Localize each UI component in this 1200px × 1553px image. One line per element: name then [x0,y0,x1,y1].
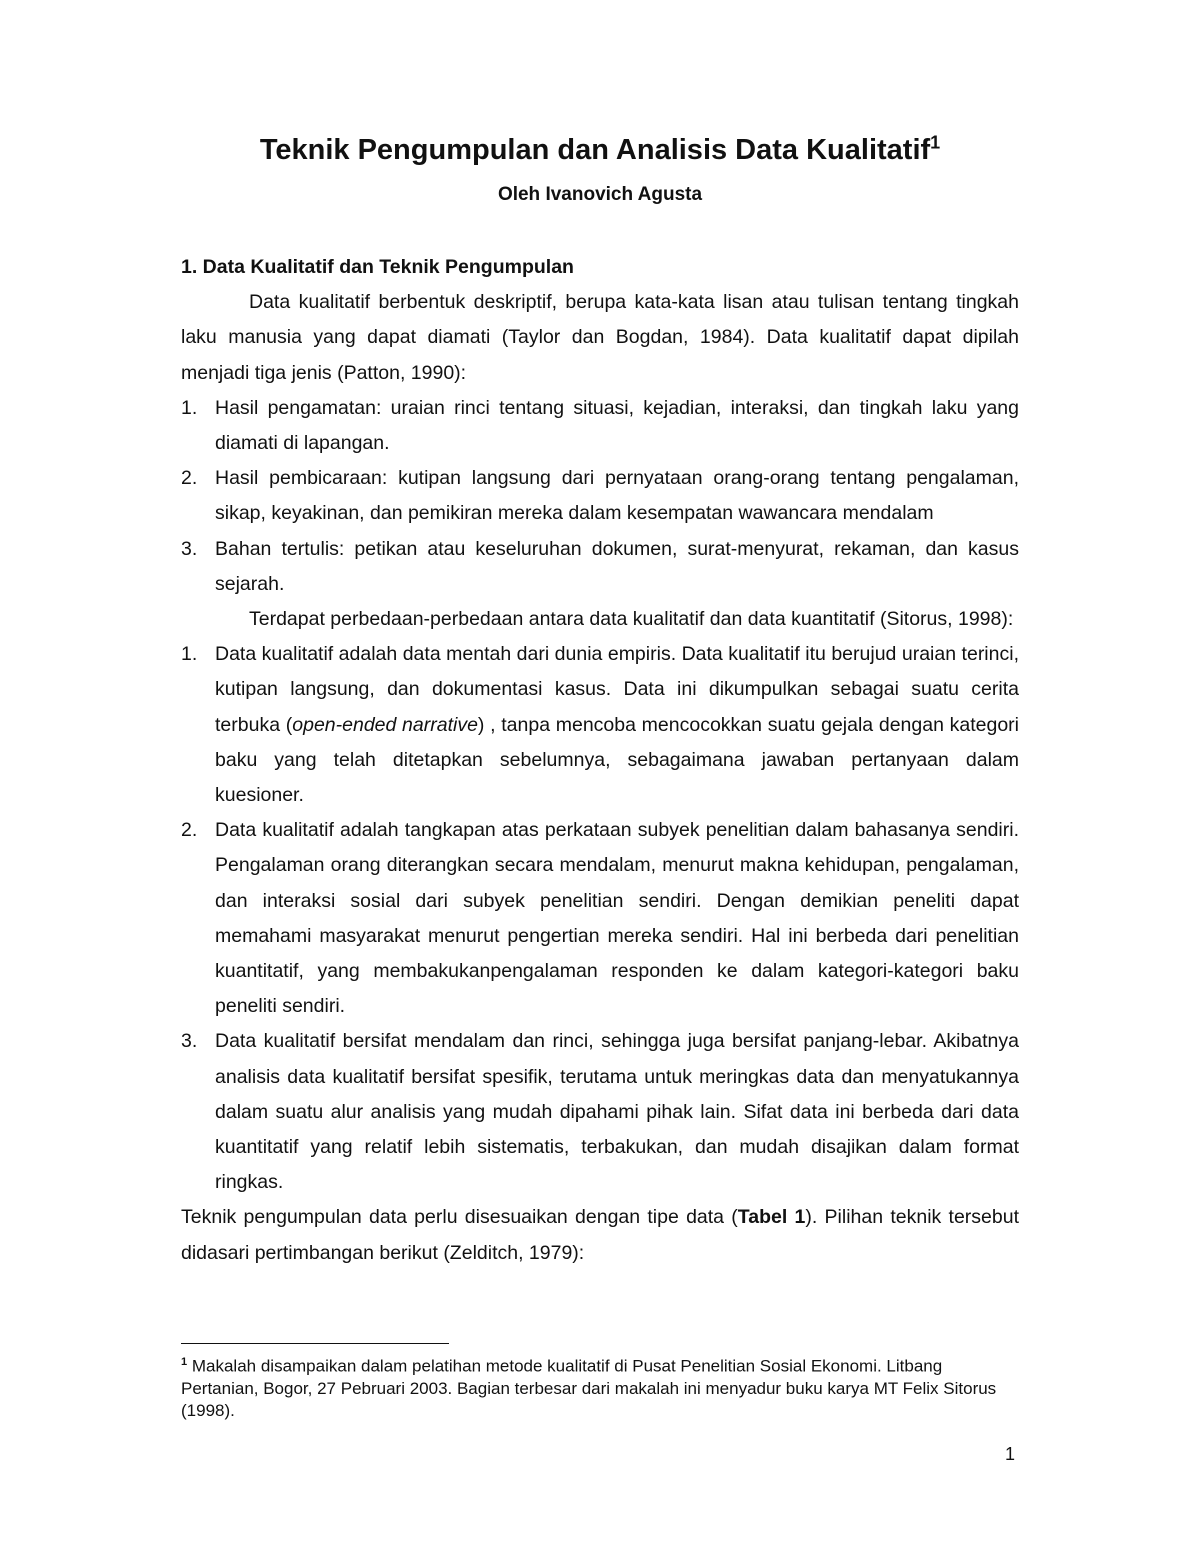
footnote-divider [181,1343,449,1344]
document-body [181,250,1019,1271]
list-number: 3. [181,1030,198,1053]
list-item [181,813,1019,1024]
page-title [0,130,1200,170]
paragraph-intro: Data kualitatif berbentuk deskriptif, berupa kata-kata lisan atau tulisan tentang tingkah laku manusia yang dapat diamati (Taylor dan Bogdan, 1984). Data kualitatif dapat dipilah menjadi tiga jenis (Patton, 1990): [181,291,1019,384]
list-number: 2. [181,467,198,490]
paragraph-technique [181,1200,1019,1270]
list-item [181,461,1019,531]
list-number: 3. [181,537,198,560]
author-line: Oleh Ivanovich Agusta [497,184,703,205]
section-heading: 1. Data Kualitatif dan Teknik Pengumpulan [181,256,574,278]
list-text-before: Data kualitatif adalah data mentah dari dunia empiris. Data kualitatif itu berujud uraian terinci, kutipan langsung, dan dokumentasi kasus. Data ini dikumpulkan sebagai suatu cerita terbuka ( [215,643,1019,736]
list-item [181,1024,1019,1200]
footnote [181,1351,1019,1422]
footnote-mark: 1 [181,1356,188,1368]
list-item [181,637,1019,813]
paragraph-differences: Terdapat perbedaan-perbedaan antara data kualitatif dan data kuantitatif (Sitorus, 1998): [249,608,1014,631]
table-reference: Tabel 1 [737,1206,806,1229]
list-text: Bahan tertulis: petikan atau keseluruhan dokumen, surat-menyurat, rekaman, dan kasus sejarah. [215,537,1019,595]
paragraph-text-after: ). Pilihan teknik tersebut didasari pertimbangan berikut (Zelditch, 1979): [181,1206,1019,1264]
title-text: Teknik Pengumpulan dan Analisis Data Kualitatif [259,134,931,166]
page-number: 1 [1005,1444,1016,1464]
list-number: 1. [181,643,198,666]
list-text: Hasil pembicaraan: kutipan langsung dari pernyataan orang-orang tentang pengalaman, sikap, keyakinan, dan pemikiran mereka dalam kesempatan wawancara mendalam [215,467,1019,525]
title-footnote-mark: 1 [930,132,941,153]
list-text-italic: open-ended narrative [292,713,478,736]
list-item [181,532,1019,602]
list-number: 1. [181,396,198,419]
list-text-after: ) , tanpa mencoba mencocokkan suatu gejala dengan kategori baku yang telah ditetapkan sebelumnya, sebagaimana jawaban pertanyaan dalam kuesioner. [215,713,1019,807]
list-text: Data kualitatif bersifat mendalam dan rinci, sehingga juga bersifat panjang-lebar. Akibatnya analisis data kualitatif bersifat spesifik, terutama untuk meringkas data dan menyatukannya dalam suatu alur analisis yang mudah dipahami pihak lain. Sifat data ini berbeda dari data kuantitatif yang relatif lebih sistematis, terbakukan, dan mudah disajikan dalam format ringkas. [215,1030,1019,1194]
list-text: Hasil pengamatan: uraian rinci tentang situasi, kejadian, interaksi, dan tingkah laku yang diamati di lapangan. [215,396,1019,455]
footnote-text: Makalah disampaikan dalam pelatihan metode kualitatif di Pusat Penelitian Sosial Ekonomi. Litbang Pertanian, Bogor, 27 Pebruari 2003. Bagian terbesar dari makalah ini menyadur buku karya MT Felix Sitorus (1998). [181,1356,997,1420]
data-types-list [181,391,1019,602]
differences-list [181,637,1019,1200]
paragraph-text-before: Teknik pengumpulan data perlu disesuaikan dengan tipe data ( [181,1206,738,1229]
list-item [181,391,1019,461]
list-number: 2. [181,819,198,842]
list-text: Data kualitatif adalah tangkapan atas perkataan subyek penelitian dalam bahasanya sendiri. Pengalaman orang diterangkan secara mendalam, menurut makna kehidupan, pengalaman, dan interaksi sosial dari subyek penelitian sendiri. Dengan demikian peneliti dapat memahami masyarakat menurut pengertian mereka sendiri. Hal ini berbeda dari penelitian kuantitatif, yang membakukanpengalaman responden ke dalam kategori-kategori baku peneliti sendiri. [215,819,1019,1018]
